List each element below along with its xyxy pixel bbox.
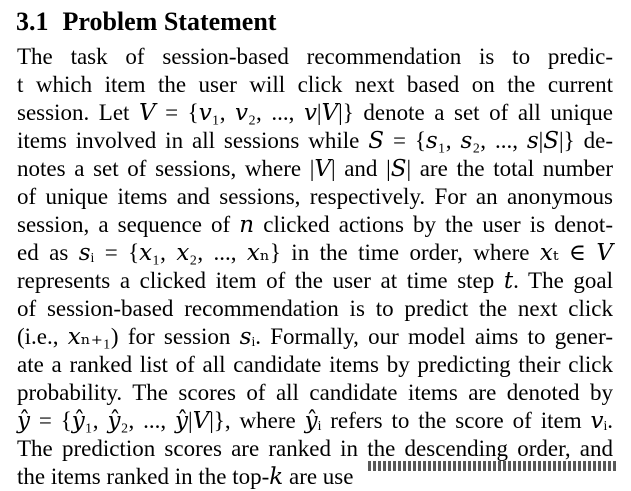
paragraph-line: ed as 𝑠ᵢ = {𝑥₁, 𝑥₂, ..., 𝑥ₙ} in the time order, where 𝑥ₜ ∈ 𝑉 [17,240,613,265]
paragraph-line: t which item the user will click next based on the current [17,72,613,97]
paragraph-line: items involved in all sessions while 𝑆 = {𝑠₁, 𝑠₂, ..., 𝑠|𝑆|} de- [17,128,613,153]
paragraph-line-truncated: the items ranked in the top-𝑘 are use [17,464,354,489]
cut-off-text-artifact [368,461,616,471]
problem-statement-paragraph [17,43,613,491]
section-number: 3.1 [16,7,49,36]
section-heading [16,6,276,38]
paragraph-line: ate a ranked list of all candidate items by predicting their click [17,352,613,377]
paragraph-line: session, a sequence of 𝑛 clicked actions by the user is denot- [17,212,613,237]
paragraph-line: The prediction scores are ranked in the descending order, and [17,436,613,461]
paragraph-line: of unique items and sessions, respectively. For an anonymous [17,184,613,209]
paragraph-line: represents a clicked item of the user at time step 𝑡. The goal [17,268,613,293]
paragraph-line: session. Let 𝑉 = {𝑣₁, 𝑣₂, ..., 𝑣|𝑉|} denote a set of all unique [17,100,613,125]
paragraph-line: The task of session-based recommendation is to predic- [17,44,613,69]
paragraph-line: probability. The scores of all candidate items are denoted by [17,380,613,405]
paragraph-line: of session-based recommendation is to predict the next click [17,296,613,321]
section-title: Problem Statement [62,7,277,36]
paragraph-line: (i.e., 𝑥ₙ₊₁) for session 𝑠ᵢ. Formally, our model aims to gener- [17,324,613,349]
paragraph-line: 𝑦̂ = {𝑦̂₁, 𝑦̂₂, ..., 𝑦̂|𝑉|}, where 𝑦̂ᵢ refers to the score of item 𝑣ᵢ. [17,408,613,433]
paragraph-line: notes a set of sessions, where |𝑉| and |𝑆| are the total number [17,156,613,181]
